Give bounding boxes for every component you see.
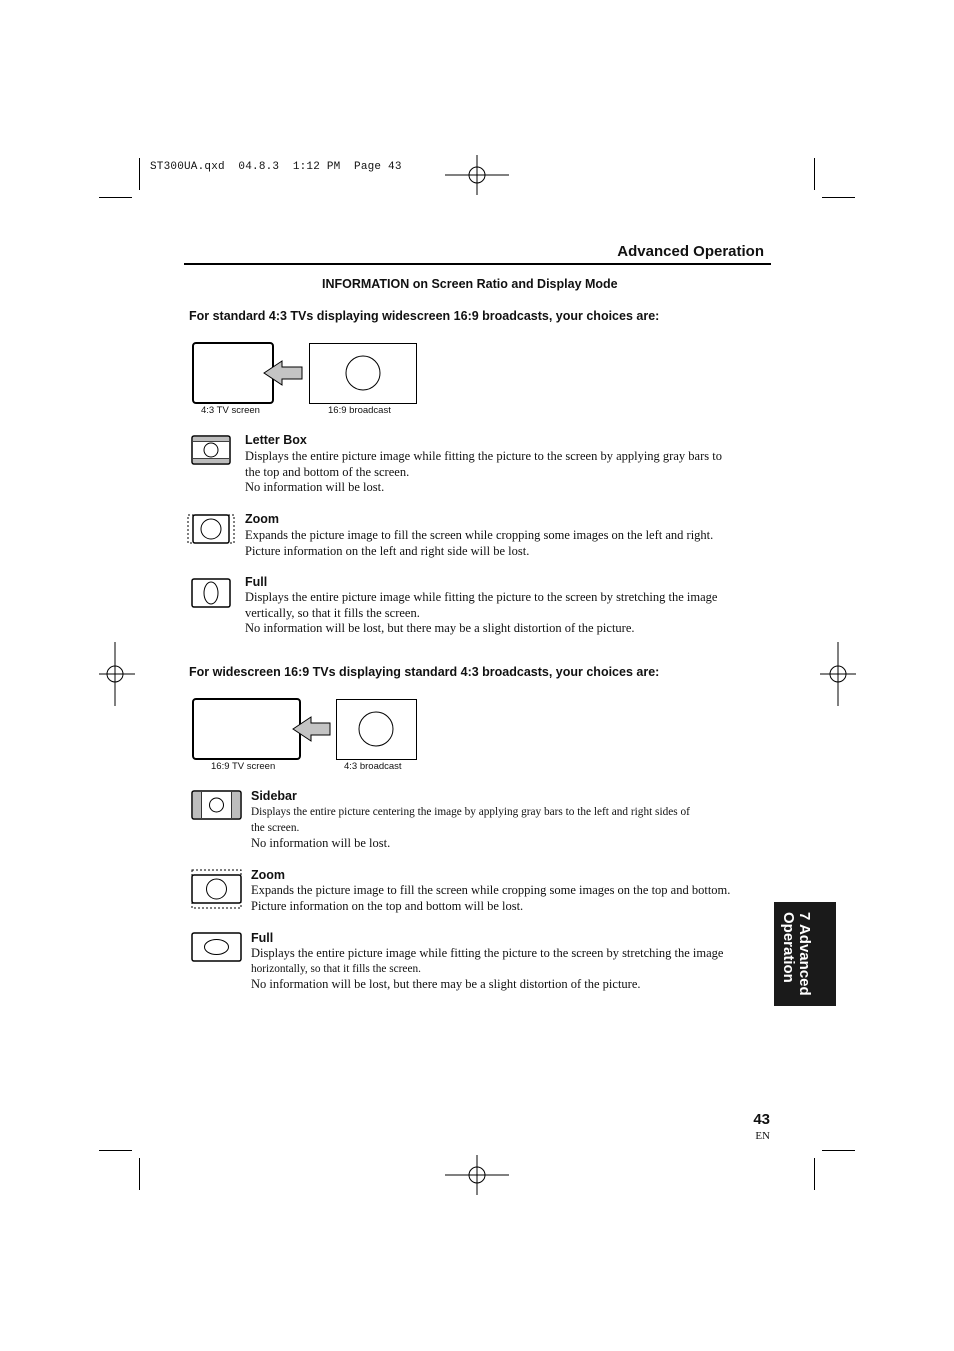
broadcast-caption: 4:3 broadcast: [344, 761, 402, 772]
mode-description-zoom: Expands the picture image to fill the screen while cropping some images on the left and right. Picture information on the left and right side will be lost.: [245, 528, 714, 558]
section1-diagram: [190, 340, 420, 408]
registration-mark-icon: [820, 642, 856, 706]
zoom-mode-icon: [186, 512, 236, 546]
registration-mark-icon: [445, 1155, 509, 1195]
zoom-mode-icon: [190, 868, 244, 910]
tv-4-3-screen: [193, 343, 273, 403]
language-code: EN: [755, 1130, 770, 1142]
section2-heading: For widescreen 16:9 TVs displaying standard 4:3 broadcasts, your choices are:: [189, 665, 660, 679]
screen-caption: 4:3 TV screen: [201, 405, 260, 416]
page-number: 43: [753, 1111, 770, 1128]
full-mode-icon: [190, 931, 244, 963]
screen-caption: 16:9 TV screen: [211, 761, 276, 772]
broadcast-caption: 16:9 broadcast: [328, 405, 391, 416]
full-mode-icon: [190, 577, 232, 609]
mode-description-letterbox: Displays the entire picture image while fitting the picture to the screen by applying gray bars to the top and bottom of the screen. No information will be lost.: [245, 449, 722, 495]
mode-description-sidebar: Displays the entire picture centering the image by applying gray bars to the left and right sides of the screen. No information will be lost.: [251, 806, 690, 851]
mode-title-full: Full: [251, 931, 274, 945]
mode-title-zoom: Zoom: [251, 868, 286, 882]
mode-description-full: Displays the entire picture image while fitting the picture to the screen by stretching the image vertically, so that it fills the screen. No information will be lost, but there may be a slight distortion of the picture.: [245, 590, 718, 636]
section-title: Advanced Operation: [617, 243, 764, 260]
broadcast-4-3: [337, 700, 417, 760]
registration-mark-icon: [445, 155, 509, 195]
letterbox-mode-icon: [190, 434, 232, 466]
mode-title-full: Full: [245, 575, 268, 589]
mode-title-zoom: Zoom: [245, 512, 280, 526]
mode-title-letterbox: Letter Box: [245, 433, 307, 447]
sidebar-mode-icon: [190, 789, 244, 821]
print-slug: ST300UA.qxd 04.8.3 1:12 PM Page 43: [150, 161, 402, 173]
registration-mark-icon: [99, 642, 135, 706]
section2-diagram: [190, 696, 420, 764]
chapter-tab-label: 7 Advanced Operation: [780, 912, 813, 996]
header-rule: [184, 263, 771, 265]
tv-16-9-screen: [193, 699, 300, 759]
section1-heading: For standard 4:3 TVs displaying widescreen 16:9 broadcasts, your choices are:: [189, 309, 660, 323]
page-title: INFORMATION on Screen Ratio and Display Mode: [322, 277, 618, 291]
chapter-tab: [774, 902, 836, 1006]
broadcast-16-9: [310, 344, 417, 404]
mode-description-zoom: Expands the picture image to fill the screen while cropping some images on the top and bottom. Picture information on the top and bottom will be lost.: [251, 883, 731, 913]
mode-description-full: Displays the entire picture image while fitting the picture to the screen by stretching the image horizontally, so that it fills the screen. No information will be lost, but there may be a slight distortion of the picture.: [251, 946, 724, 992]
mode-title-sidebar: Sidebar: [251, 789, 297, 803]
